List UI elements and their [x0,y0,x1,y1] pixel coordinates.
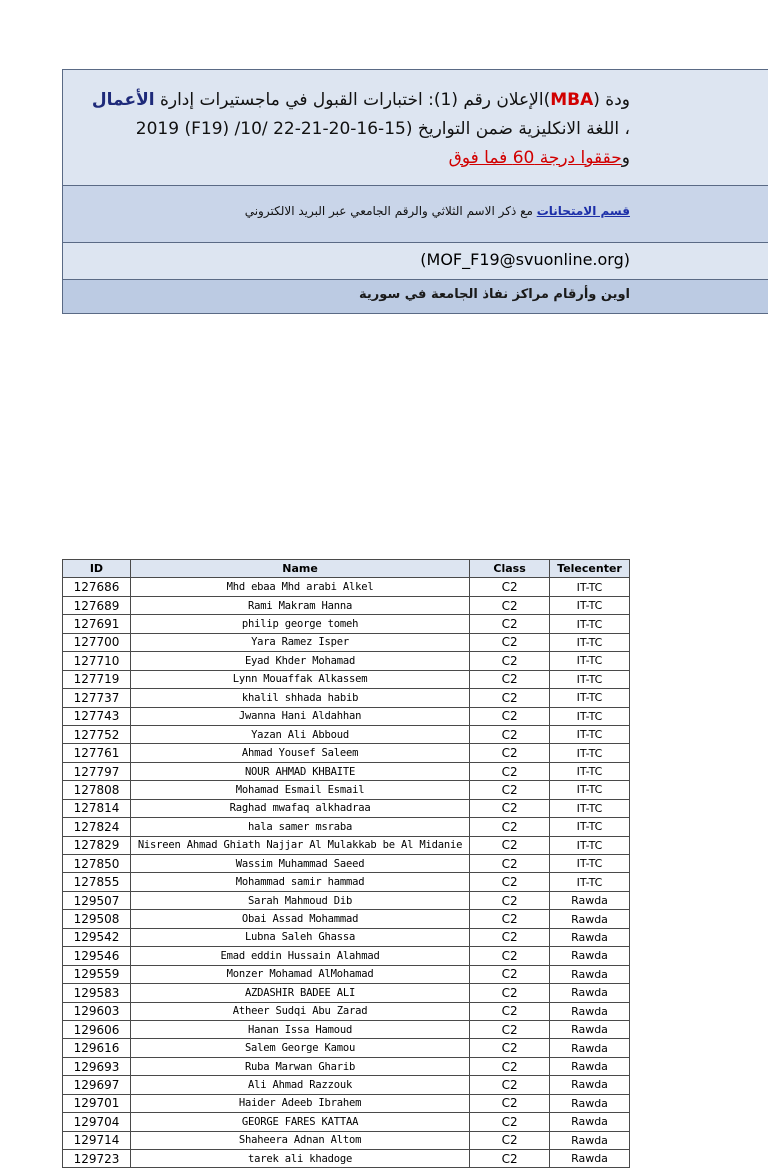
table-row [63,928,630,946]
passing-grade-note: حققوا درجة 60 فما فوق [448,148,622,168]
table-row [63,1094,630,1112]
cell-telecenter: Rawda [550,1057,630,1075]
cell-class: C2 [470,596,550,614]
cell-id: 129606 [63,1020,131,1038]
cell-telecenter: Rawda [550,1039,630,1057]
table-header-row [63,560,630,578]
centers-banner [62,280,768,314]
cell-id: 129714 [63,1131,131,1149]
table-row [63,947,630,965]
cell-telecenter: IT-TC [550,781,630,799]
table-row [63,1020,630,1038]
cell-telecenter: IT-TC [550,689,630,707]
cell-name: Atheer Sudqi Abu Zarad [130,1002,469,1020]
instruction-rest: مع ذكر الاسم الثلاثي والرقم الجامعي عبر البريد الالكتروني [244,204,537,218]
cell-name: Lubna Saleh Ghassa [130,928,469,946]
cell-id: 129508 [63,910,131,928]
cell-name: Ahmad Yousef Saleem [130,744,469,762]
cell-name: Sarah Mahmoud Dib [130,891,469,909]
table-row [63,633,630,651]
cell-name: Yara Ramez Isper [130,633,469,651]
cell-class: C2 [470,707,550,725]
cell-class: C2 [470,781,550,799]
cell-id: 127814 [63,799,131,817]
table-row [63,855,630,873]
cell-id: 127700 [63,633,131,651]
cell-name: tarek ali khadoge [130,1150,469,1168]
cell-telecenter: IT-TC [550,836,630,854]
cell-class: C2 [470,1039,550,1057]
cell-telecenter: Rawda [550,1150,630,1168]
cell-id: 127855 [63,873,131,891]
announcement-line-1 [92,90,630,110]
table-row [63,984,630,1002]
cell-name: Salem George Kamou [130,1039,469,1057]
cell-name: AZDASHIR BADEE ALI [130,984,469,1002]
table-row [63,965,630,983]
cell-id: 127737 [63,689,131,707]
announcement-line-2: ، اللغة الانكليزية ضمن التواريخ (15-16-20-21-22 /10/ (F19) 2019 [135,119,630,139]
cell-telecenter: Rawda [550,1131,630,1149]
cell-name: Mohamad Esmail Esmail [130,781,469,799]
cell-telecenter: Rawda [550,891,630,909]
table-row [63,910,630,928]
cell-id: 127761 [63,744,131,762]
table-row [63,1113,630,1131]
cell-name: Lynn Mouaffak Alkassem [130,670,469,688]
cell-id: 127829 [63,836,131,854]
table-row [63,891,630,909]
cell-name: Hanan Issa Hamoud [130,1020,469,1038]
cell-class: C2 [470,670,550,688]
cell-id: 129697 [63,1076,131,1094]
table-row [63,818,630,836]
cell-class: C2 [470,891,550,909]
table-body [63,578,630,1168]
cell-class: C2 [470,633,550,651]
table-row [63,1039,630,1057]
cell-telecenter: IT-TC [550,744,630,762]
table-row [63,744,630,762]
announcement-line-3-prefix: و [621,148,630,168]
cell-class: C2 [470,1057,550,1075]
table-row [63,836,630,854]
students-table [62,559,630,1168]
cell-telecenter: Rawda [550,965,630,983]
table-row [63,873,630,891]
cell-telecenter: Rawda [550,1076,630,1094]
table-row [63,670,630,688]
cell-name: Yazan Ali Abboud [130,725,469,743]
cell-name: Mhd ebaa Mhd arabi Alkel [130,578,469,596]
cell-name: Jwanna Hani Aldahhan [130,707,469,725]
cell-id: 127686 [63,578,131,596]
header-telecenter: Telecenter [550,560,630,578]
cell-class: C2 [470,836,550,854]
cell-class: C2 [470,1076,550,1094]
cell-class: C2 [470,984,550,1002]
table-row [63,615,630,633]
cell-id: 127797 [63,762,131,780]
table-row [63,1150,630,1168]
cell-name: Eyad Khder Mohamad [130,652,469,670]
cell-telecenter: Rawda [550,1113,630,1131]
cell-class: C2 [470,965,550,983]
table-row [63,578,630,596]
cell-class: C2 [470,615,550,633]
cell-id: 127752 [63,725,131,743]
cell-id: 127743 [63,707,131,725]
cell-telecenter: IT-TC [550,873,630,891]
cell-id: 127689 [63,596,131,614]
cell-class: C2 [470,725,550,743]
cell-name: Nisreen Ahmad Ghiath Najjar Al Mulakkab be Al Midanie [130,836,469,854]
cell-class: C2 [470,689,550,707]
table-row [63,652,630,670]
cell-telecenter: IT-TC [550,596,630,614]
cell-class: C2 [470,818,550,836]
announcement-banner [62,69,768,186]
cell-name: Emad eddin Hussain Alahmad [130,947,469,965]
cell-id: 129603 [63,1002,131,1020]
cell-name: philip george tomeh [130,615,469,633]
cell-telecenter: IT-TC [550,855,630,873]
cell-name: khalil shhada habib [130,689,469,707]
header-class: Class [470,560,550,578]
cell-telecenter: Rawda [550,1020,630,1038]
table-row [63,689,630,707]
mba-label: MBA [550,90,594,110]
cell-id: 127808 [63,781,131,799]
cell-class: C2 [470,1094,550,1112]
cell-telecenter: IT-TC [550,615,630,633]
instruction-text [245,204,630,218]
cell-class: C2 [470,910,550,928]
cell-id: 127691 [63,615,131,633]
cell-class: C2 [470,855,550,873]
announcement-line-3 [449,148,630,168]
cell-id: 129559 [63,965,131,983]
cell-id: 129542 [63,928,131,946]
table-row [63,1002,630,1020]
cell-class: C2 [470,762,550,780]
cell-id: 129701 [63,1094,131,1112]
cell-telecenter: IT-TC [550,578,630,596]
cell-name: Rami Makram Hanna [130,596,469,614]
cell-name: GEORGE FARES KATTAA [130,1113,469,1131]
cell-class: C2 [470,947,550,965]
email-banner [62,243,768,280]
cell-id: 127850 [63,855,131,873]
cell-telecenter: IT-TC [550,725,630,743]
cell-telecenter: IT-TC [550,652,630,670]
cell-telecenter: Rawda [550,928,630,946]
cell-id: 127710 [63,652,131,670]
cell-telecenter: IT-TC [550,670,630,688]
cell-name: Obai Assad Mohammad [130,910,469,928]
announcement-title-end: الأعمال [91,90,155,110]
cell-telecenter: IT-TC [550,707,630,725]
cell-class: C2 [470,799,550,817]
table-row [63,781,630,799]
cell-name: Ali Ahmad Razzouk [130,1076,469,1094]
cell-id: 127719 [63,670,131,688]
table-row [63,1131,630,1149]
table-row [63,1057,630,1075]
cell-id: 129507 [63,891,131,909]
cell-class: C2 [470,652,550,670]
cell-name: NOUR AHMAD KHBAITE [130,762,469,780]
cell-id: 129583 [63,984,131,1002]
table-row [63,596,630,614]
cell-name: Shaheera Adnan Altom [130,1131,469,1149]
header-name: Name [130,560,469,578]
announcement-title: )الإعلان رقم (1): اختبارات القبول في ماجستيرات إدارة [154,90,551,110]
cell-name: Mohammad samir hammad [130,873,469,891]
cell-telecenter: Rawda [550,984,630,1002]
cell-telecenter: IT-TC [550,799,630,817]
cell-name: Ruba Marwan Gharib [130,1057,469,1075]
exams-department-link[interactable]: قسم الامتحانات [536,204,630,218]
cell-id: 127824 [63,818,131,836]
cell-telecenter: Rawda [550,1094,630,1112]
cell-telecenter: Rawda [550,910,630,928]
cell-class: C2 [470,1020,550,1038]
cell-class: C2 [470,1131,550,1149]
cell-name: Haider Adeeb Ibrahem [130,1094,469,1112]
cell-id: 129616 [63,1039,131,1057]
cell-telecenter: IT-TC [550,818,630,836]
cell-class: C2 [470,744,550,762]
cell-telecenter: IT-TC [550,633,630,651]
cell-telecenter: Rawda [550,1002,630,1020]
centers-note: اوين وأرقام مراكز نفاذ الجامعة في سورية [359,287,630,302]
table-row [63,725,630,743]
cell-id: 129546 [63,947,131,965]
cell-class: C2 [470,1002,550,1020]
cell-telecenter: Rawda [550,947,630,965]
cell-name: Monzer Mohamad AlMohamad [130,965,469,983]
cell-name: Wassim Muhammad Saeed [130,855,469,873]
cell-class: C2 [470,873,550,891]
cell-name: hala samer msraba [130,818,469,836]
cell-id: 129723 [63,1150,131,1168]
cell-class: C2 [470,1113,550,1131]
cell-class: C2 [470,578,550,596]
header-id: ID [63,560,131,578]
instruction-banner [62,186,768,243]
table-row [63,799,630,817]
cell-id: 129704 [63,1113,131,1131]
announcement-prefix: ودة ( [593,90,630,110]
table-row [63,707,630,725]
cell-telecenter: IT-TC [550,762,630,780]
table-row [63,1076,630,1094]
table-row [63,762,630,780]
spreadsheet-page [62,69,768,1166]
cell-name: Raghad mwafaq alkhadraa [130,799,469,817]
cell-class: C2 [470,928,550,946]
cell-class: C2 [470,1150,550,1168]
contact-email[interactable]: (MOF_F19@svuonline.org) [420,250,630,269]
cell-id: 129693 [63,1057,131,1075]
